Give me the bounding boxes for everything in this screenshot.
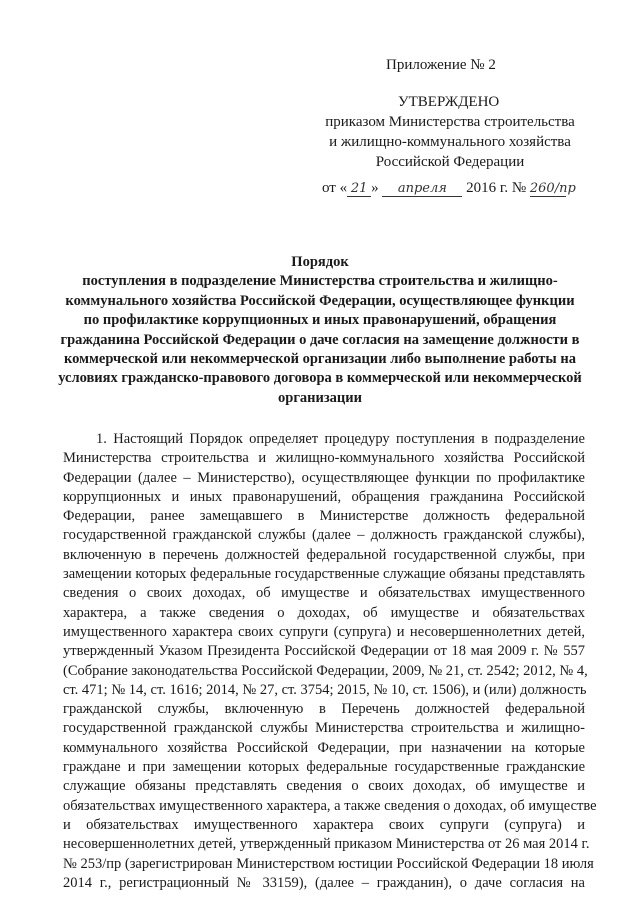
body-line: ст. 471; № 14, ст. 1616; 2014, № 27, ст. 3754; 2015, № 10, ст. 1506), и (или) должность xyxy=(63,681,587,698)
body-line: 2014 г., регистрационный № 33159), (далее – гражданин), о даче согласия на xyxy=(63,874,585,891)
title-heading: Порядок xyxy=(291,254,349,270)
body-line: имущественного характера своих супруги (супруга) и несовершеннолетних детей, xyxy=(63,623,585,640)
body-line: государственной гражданской службы (далее – должность гражданской службы), xyxy=(63,527,585,544)
order-date-line xyxy=(322,180,576,197)
body-line: Министерства строительства и жилищно-коммунального хозяйства Российской xyxy=(63,450,585,467)
handwritten-month: апреля xyxy=(382,182,462,197)
body-line: утвержденный Указом Президента Российской Федерации от 18 мая 2009 г. № 557 xyxy=(63,643,585,660)
body-paragraph xyxy=(63,430,597,893)
title-line: гражданина Российской Федерации о даче согласия на замещение должности в xyxy=(60,331,580,348)
body-line: Федерации (далее – Министерство), осуществляющее функции по профилактике xyxy=(63,469,585,486)
body-line: Федерации, ранее замещавшего в Министерстве должность федеральной xyxy=(63,508,585,525)
order-line: приказом Министерства строительства xyxy=(325,114,575,130)
document-title xyxy=(50,253,590,408)
handwritten-order-number: 260/пр xyxy=(529,181,576,196)
body-line: 1. Настоящий Порядок определяет процедуру поступления в подразделение xyxy=(96,431,585,447)
approved-label: УТВЕРЖДЕНО xyxy=(398,94,500,110)
date-prefix: от « xyxy=(322,180,348,196)
body-line: коррупционных и иных правонарушений, обращения гражданина Российской xyxy=(63,488,585,505)
date-year: 2016 г. № xyxy=(466,180,527,196)
body-line: замещении которых федеральные государственные служащие обязаны представлять xyxy=(63,566,585,583)
appendix-label: Приложение № 2 xyxy=(386,57,496,73)
body-line: коммунального хозяйства Российской Федерации, при назначении на которые xyxy=(63,739,585,756)
body-line: граждане и при замещении которых федеральные государственные гражданские xyxy=(63,759,585,776)
body-line: обязательствах имущественного характера, а также сведения о доходах, об имуществе xyxy=(63,797,597,814)
title-line: коммерческой или некоммерческой организации либо выполнение работы на xyxy=(64,351,576,368)
date-mid: » xyxy=(371,180,379,196)
body-line: несовершеннолетних детей, утвержденный приказом Министерства от 26 мая 2014 г. xyxy=(63,836,590,853)
body-line: сведения о своих доходах, об имуществе и обязательствах имущественного xyxy=(63,585,585,602)
body-line: (Собрание законодательства Российской Федерации, 2009, № 21, ст. 2542; 2012, № 4, xyxy=(63,662,588,679)
body-line: гражданской службы, включенную в Перечень должностей федеральной xyxy=(63,701,585,718)
approval-order-block xyxy=(322,112,578,172)
order-line: и жилищно-коммунального хозяйства xyxy=(329,134,571,150)
title-line: поступления в подразделение Министерства строительства и жилищно- xyxy=(82,273,558,290)
body-line: служащие обязаны представлять сведения о своих доходах, об имуществе и xyxy=(63,778,585,795)
body-line: и обязательствах имущественного характера своих супруги (супруга) и xyxy=(63,816,585,833)
body-line: № 253/пр (зарегистрирован Министерством юстиции Российской Федерации 18 июля xyxy=(63,855,594,872)
title-line: коммунального хозяйства Российской Федерации, осуществляющее функции xyxy=(65,292,575,309)
title-line: организации xyxy=(278,389,362,406)
body-line: включенную в перечень должностей федеральной государственной службы, при xyxy=(63,546,585,563)
title-line: по профилактике коррупционных и иных правонарушений, обращения xyxy=(83,312,557,329)
title-line: условиях гражданско-правового договора в коммерческой или некоммерческой xyxy=(58,370,582,387)
body-line: государственной гражданской службы Министерства строительства и жилищно- xyxy=(63,720,585,737)
order-line: Российской Федерации xyxy=(375,154,525,170)
handwritten-day: 21 xyxy=(347,182,371,197)
body-line: характера, а также сведения о доходах, об имуществе и обязательствах xyxy=(63,604,585,621)
